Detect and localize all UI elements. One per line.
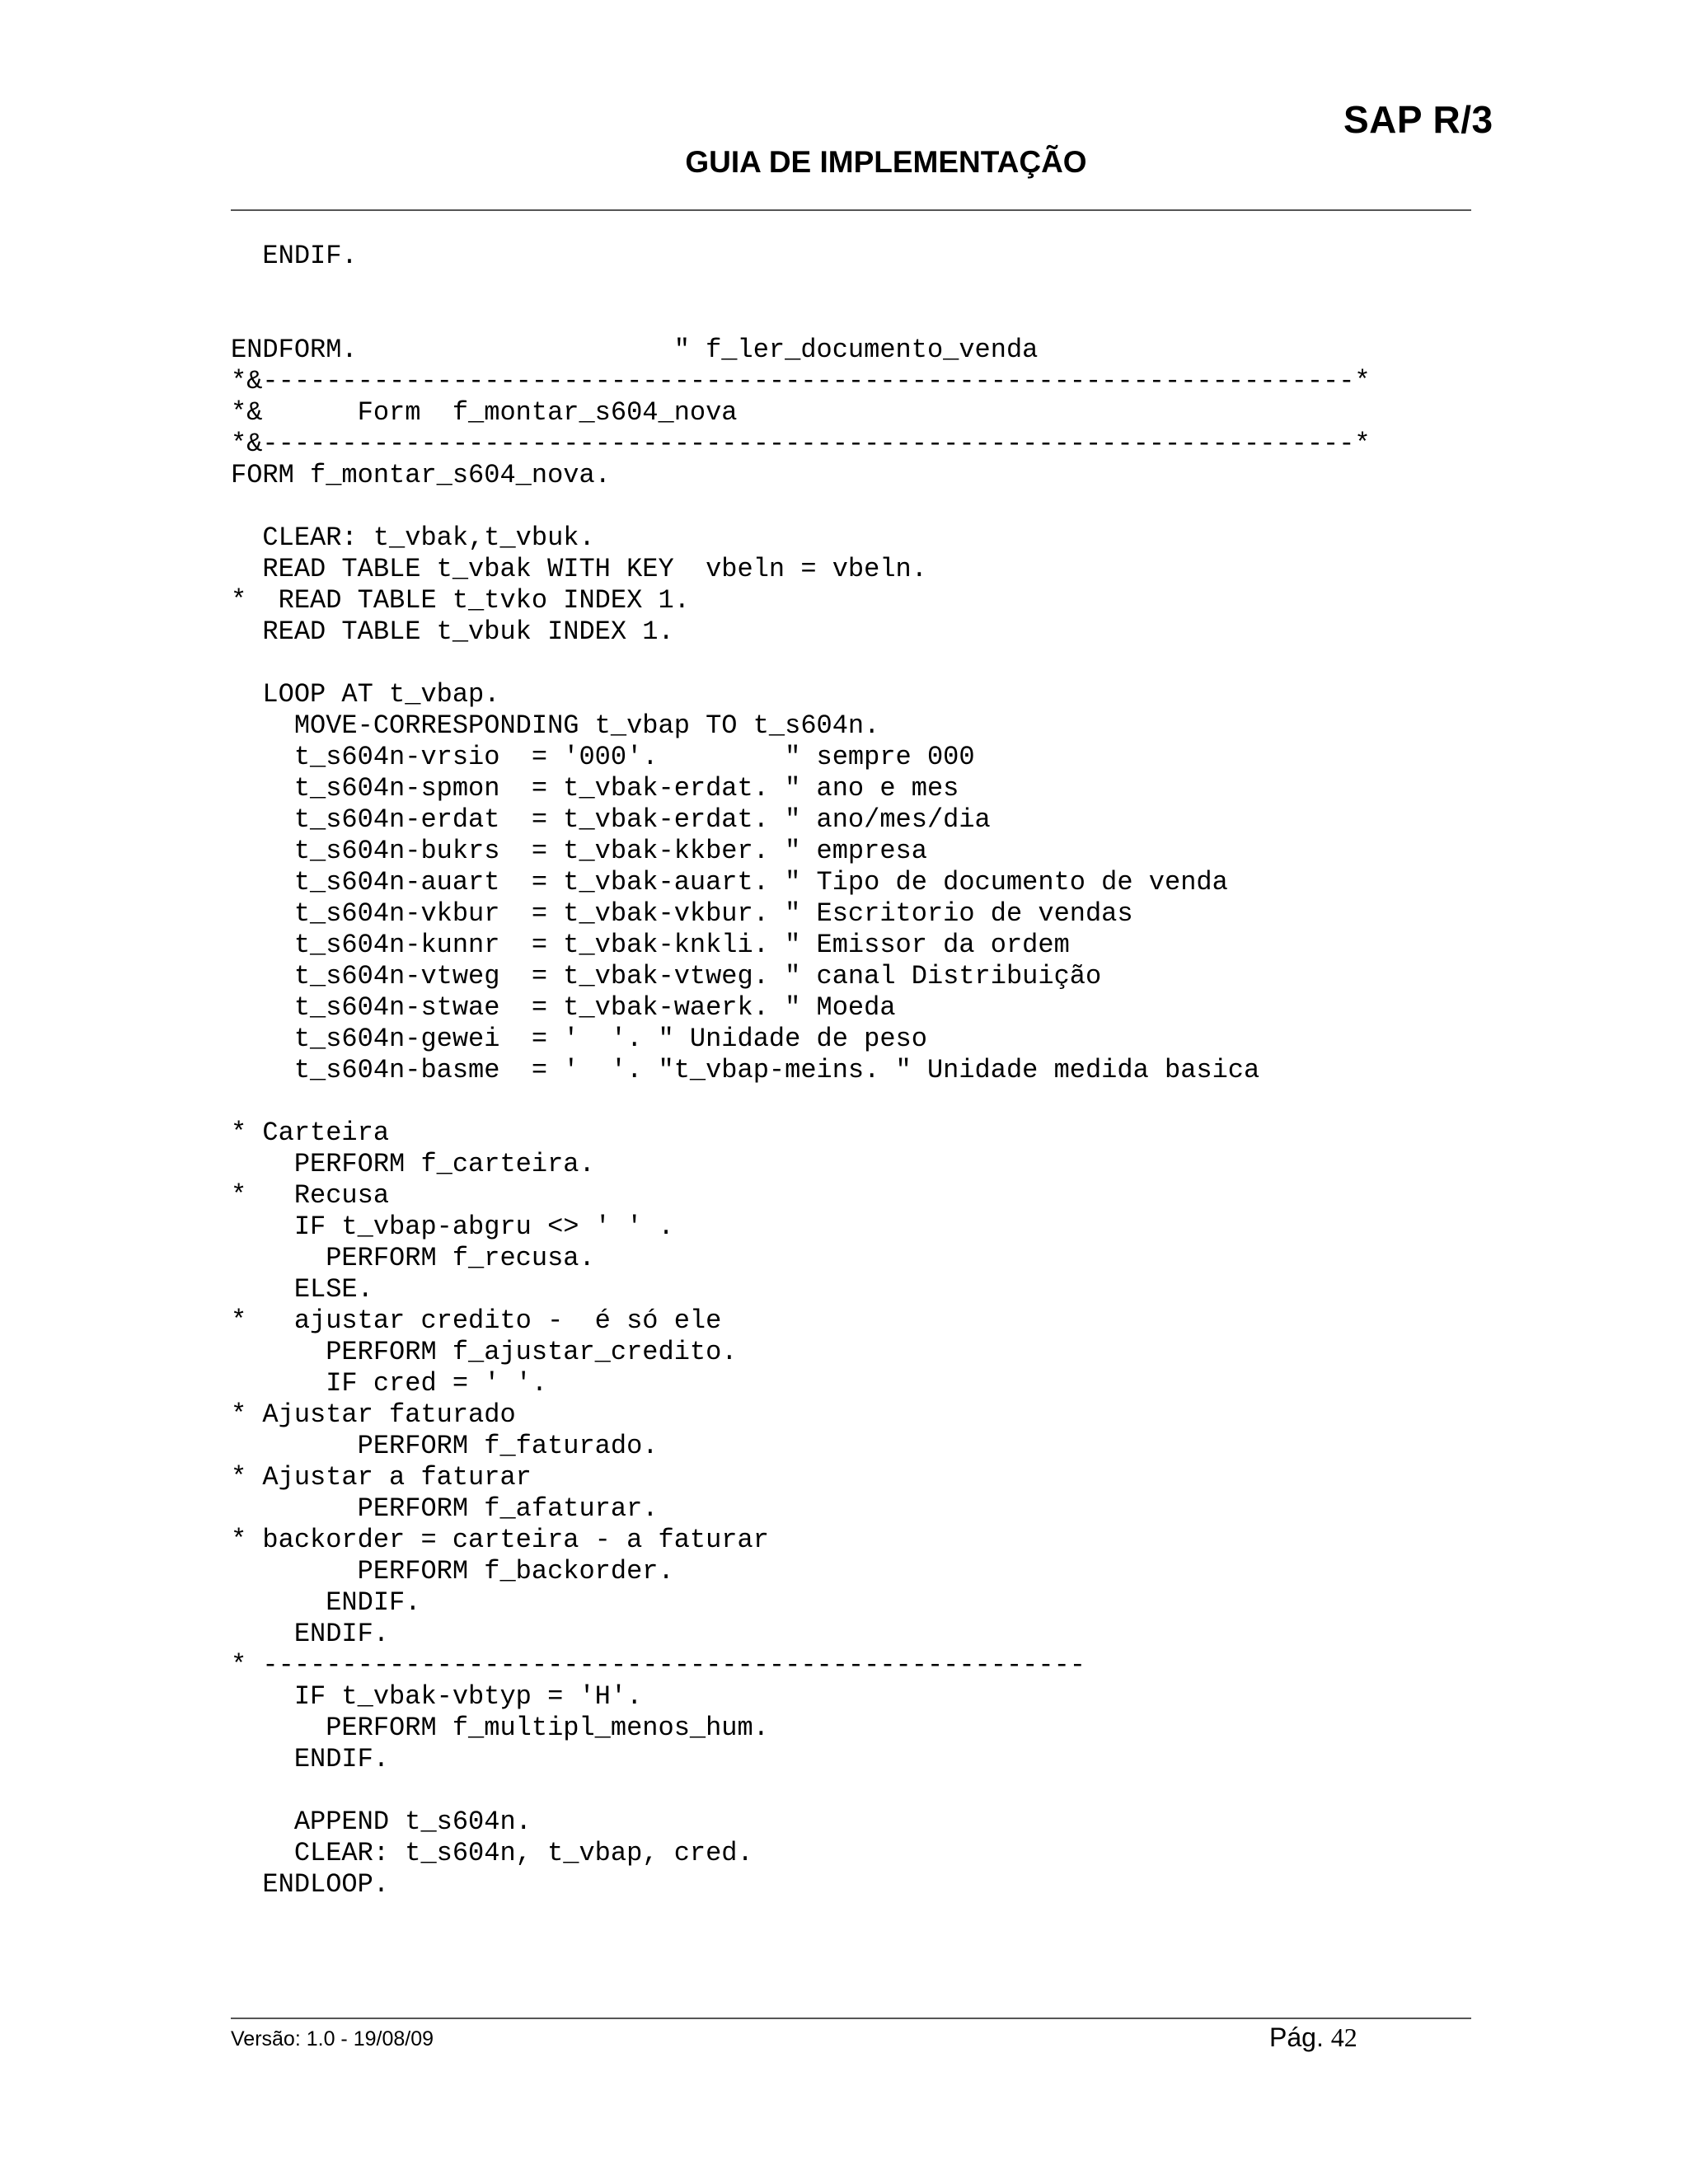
code-line: APPEND t_s604n.	[231, 1807, 532, 1837]
code-line: t_s604n-bukrs = t_vbak-kkber. " empresa	[231, 836, 927, 866]
code-line: * Carteira	[231, 1118, 390, 1148]
code-line: t_s604n-stwae = t_vbak-waerk. " Moeda	[231, 992, 896, 1023]
footer-divider	[231, 2018, 1471, 2019]
code-line: PERFORM f_faturado.	[231, 1431, 659, 1461]
code-line: READ TABLE t_vbak WITH KEY vbeln = vbeln.	[231, 554, 927, 584]
code-line: PERFORM f_carteira.	[231, 1149, 595, 1179]
code-line: ELSE.	[231, 1274, 373, 1305]
code-line: ENDIF.	[231, 1619, 390, 1649]
code-line: t_s604n-vtweg = t_vbak-vtweg. " canal Distribuição	[231, 961, 1102, 991]
page-number	[1269, 2022, 1357, 2053]
code-listing	[231, 241, 1371, 1900]
header-divider	[231, 209, 1471, 211]
code-line: IF cred = ' '.	[231, 1368, 548, 1399]
code-line: MOVE-CORRESPONDING t_vbap TO t_s604n.	[231, 710, 880, 741]
code-line: ENDIF.	[231, 241, 358, 271]
version-label: Versão: 1.0 - 19/08/09	[231, 2027, 434, 2050]
code-line: t_s604n-kunnr = t_vbak-knkli. " Emissor da ordem	[231, 930, 1070, 960]
code-line: t_s604n-vkbur = t_vbak-vkbur. " Escritorio de vendas	[231, 898, 1133, 929]
code-line: PERFORM f_backorder.	[231, 1556, 674, 1586]
code-line: IF t_vbap-abgru <> ' ' .	[231, 1212, 674, 1242]
page-number-value: 42	[1330, 2022, 1357, 2052]
code-line: IF t_vbak-vbtyp = 'H'.	[231, 1681, 643, 1712]
code-line: ENDFORM. " f_ler_documento_venda	[231, 335, 1039, 365]
code-line: PERFORM f_ajustar_credito.	[231, 1337, 738, 1367]
code-line: CLEAR: t_s604n, t_vbap, cred.	[231, 1838, 753, 1868]
code-line	[231, 648, 1371, 679]
code-line: * READ TABLE t_tvko INDEX 1.	[231, 585, 690, 616]
code-line: LOOP AT t_vbap.	[231, 679, 500, 710]
page-label: Pág.	[1269, 2022, 1324, 2052]
code-line: t_s604n-spmon = t_vbak-erdat. " ano e mes	[231, 773, 959, 804]
code-line: t_s604n-erdat = t_vbak-erdat. " ano/mes/dia	[231, 804, 991, 835]
code-line: * Ajustar faturado	[231, 1399, 516, 1430]
code-line: FORM f_montar_s604_nova.	[231, 460, 611, 490]
code-line: t_s604n-auart = t_vbak-auart. " Tipo de documento de venda	[231, 867, 1228, 898]
code-line: PERFORM f_recusa.	[231, 1243, 595, 1273]
code-line: * backorder = carteira - a faturar	[231, 1525, 769, 1555]
document-title: GUIA DE IMPLEMENTAÇÃO	[685, 145, 1087, 179]
code-line: READ TABLE t_vbuk INDEX 1.	[231, 616, 674, 647]
code-line: t_s604n-gewei = ' '. " Unidade de peso	[231, 1024, 927, 1054]
code-line	[231, 1086, 1371, 1118]
code-line	[231, 1775, 1371, 1807]
code-line: *&---------------------------------------------------------------------*	[231, 366, 1371, 396]
code-line	[231, 272, 1371, 303]
code-line: * Ajustar a faturar	[231, 1462, 532, 1493]
code-line: PERFORM f_afaturar.	[231, 1493, 659, 1524]
code-line: CLEAR: t_vbak,t_vbuk.	[231, 523, 595, 553]
code-line: * ----------------------------------------------------	[231, 1650, 1085, 1680]
code-line: t_s604n-vrsio = '000'. " sempre 000	[231, 742, 975, 772]
code-line	[231, 491, 1371, 523]
code-line: PERFORM f_multipl_menos_hum.	[231, 1713, 769, 1743]
code-line: ENDIF.	[231, 1587, 421, 1618]
code-line	[231, 303, 1371, 335]
code-line: *&---------------------------------------------------------------------*	[231, 429, 1371, 459]
code-line: * Recusa	[231, 1180, 390, 1211]
code-line: ENDIF.	[231, 1744, 390, 1774]
code-line: *& Form f_montar_s604_nova	[231, 397, 738, 428]
code-line: ENDLOOP.	[231, 1869, 390, 1900]
code-line: t_s604n-basme = ' '. "t_vbap-meins. " Unidade medida basica	[231, 1055, 1260, 1085]
code-line: * ajustar credito - é só ele	[231, 1305, 722, 1336]
brand-label: SAP R/3	[1343, 98, 1493, 141]
